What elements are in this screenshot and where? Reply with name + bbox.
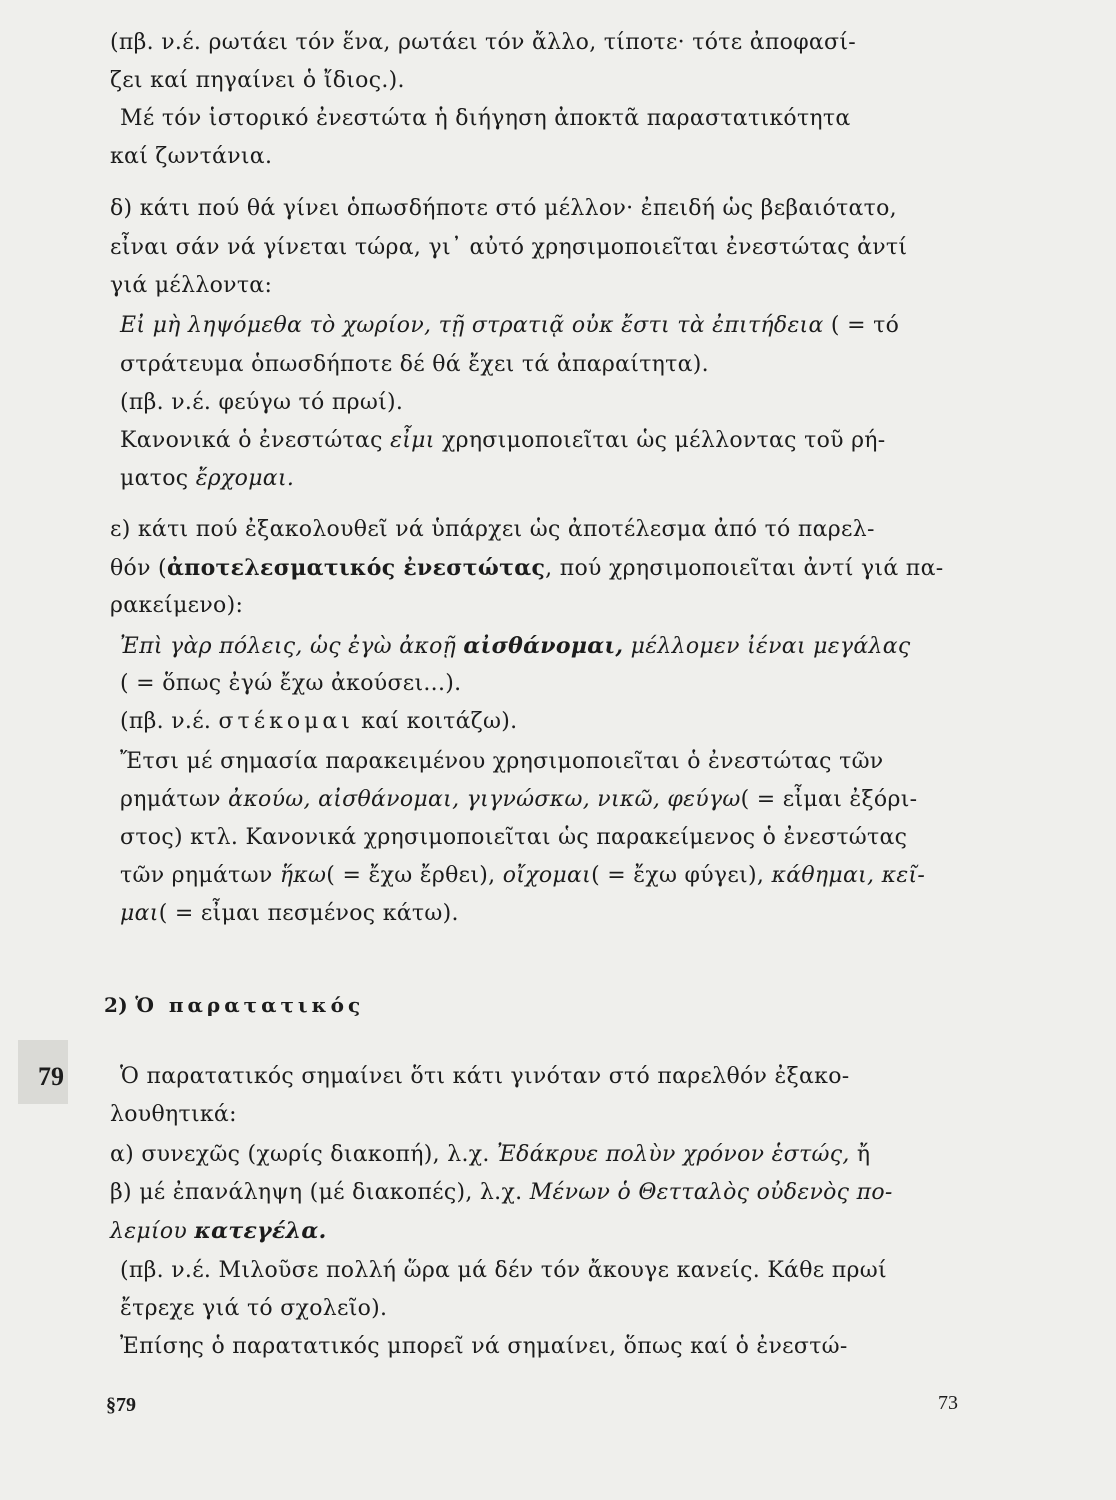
text-fragment: ρημάτων: [120, 787, 229, 812]
text-line: ε) κάτι πού ἐξακολουθεῖ νά ὑπάρχει ὡς ἀποτέλεσμα ἀπό τό παρελ-: [110, 517, 875, 542]
text-fragment: ( = ἔχω ἔρθει),: [326, 863, 503, 888]
text-line: [120, 464, 294, 494]
text-line: Μέ τόν ἱστορικό ἐνεστώτα ἡ διήγηση ἀποκτᾶ παραστατικότητα: [120, 106, 851, 131]
greek-quote: Ἐδάκρυε πολὺν χρόνον ἑστώς,: [497, 1142, 850, 1167]
text-line: [120, 311, 899, 341]
text-fragment: β) μέ ἐπανάληψη (μέ διακοπές), λ.χ.: [110, 1180, 530, 1205]
text-fragment: Κανονικά ὁ ἐνεστώτας: [120, 428, 391, 453]
text-line: λουθητικά:: [110, 1102, 237, 1127]
text-line: (πβ. ν.έ. φεύγω τό πρωί).: [120, 390, 404, 415]
text-fragment: ( = εἶμαι ἐξόρι-: [740, 787, 918, 812]
greek-quote: Ἐπὶ γὰρ πόλεις, ὡς ἐγὼ ἀκοῇ: [120, 634, 464, 659]
greek-word-bold: αἰσθάνομαι,: [463, 633, 624, 659]
text-fragment: ( = τό: [823, 313, 900, 338]
text-line: ( = ὅπως ἐγώ ἔχω ἀκούσει...).: [120, 671, 462, 696]
text-fragment: , πού χρησιμοποιεῖται ἀντί γιά πα-: [545, 556, 944, 581]
text-line: στος) κτλ. Κανονικά χρησιμοποιεῖται ὡς παρακείμενος ὁ ἐνεστώτας: [120, 825, 908, 850]
text-line: γιά μέλλοντα:: [110, 273, 273, 298]
text-line: Ὁ παρατατικός σημαίνει ὅτι κάτι γινόταν στό παρελθόν ἐξακο-: [120, 1064, 850, 1089]
section-heading: [104, 990, 364, 1020]
heading-number: 2): [104, 993, 128, 1017]
text-line: ζει καί πηγαίνει ὁ ἴδιος.).: [110, 68, 405, 93]
text-fragment: χρησιμοποιεῖται ὡς μέλλοντας τοῦ ρή-: [434, 428, 886, 453]
text-line: (πβ. ν.έ. Μιλοῦσε πολλή ὥρα μά δέν τόν ἄκουγε κανείς. Κάθε πρωί: [120, 1258, 887, 1283]
spaced-word: στέκομαι: [218, 709, 354, 734]
text-line: [110, 1216, 327, 1247]
text-line: [120, 426, 886, 456]
greek-word: οἴχομαι: [502, 863, 592, 888]
text-line: Ἔτσι μέ σημασία παρακειμένου χρησιμοποιεῖται ὁ ἐνεστώτας τῶν: [120, 749, 884, 774]
text-line: δ) κάτι πού θά γίνει ὁπωσδήποτε στό μέλλον· ἐπειδή ὡς βεβαιότατο,: [110, 196, 897, 221]
text-fragment: α) συνεχῶς (χωρίς διακοπή), λ.χ.: [110, 1142, 497, 1167]
greek-word: μαι: [120, 901, 159, 926]
greek-word: ἥκω: [279, 863, 327, 888]
text-line: ρακείμενο):: [110, 593, 244, 618]
greek-words: ἀκούω, αἰσθάνομαι, γιγνώσκω, νικῶ, φεύγω: [228, 787, 741, 812]
greek-quote: Μένων ὁ Θετταλὸς οὐδενὸς πο-: [529, 1180, 893, 1205]
text-line: [110, 1178, 893, 1208]
text-line: [120, 861, 925, 891]
text-fragment: τῶν ρημάτων: [120, 863, 280, 888]
text-line: [110, 1140, 870, 1170]
text-line: ἔτρεχε γιά τό σχολεῖο).: [120, 1296, 388, 1321]
text-fragment: ματος: [120, 466, 196, 491]
text-line: καί ζωντάνια.: [110, 144, 273, 169]
page-number: 73: [938, 1392, 958, 1414]
text-fragment: θόν (: [110, 556, 167, 581]
greek-quote: μέλλομεν ἰέναι μεγάλας: [623, 634, 911, 659]
greek-quote: λεμίου: [110, 1219, 195, 1244]
text-fragment: ( = ἔχω φύγει),: [591, 863, 772, 888]
greek-words: κάθημαι, κεῖ-: [771, 863, 926, 888]
text-fragment: (πβ. ν.έ.: [120, 709, 219, 734]
margin-paragraph-number: 79: [38, 1062, 64, 1091]
term-bold: ἀποτελεσματικός ἐνεστώτας: [166, 555, 546, 581]
greek-word: ἔρχομαι.: [195, 466, 295, 491]
text-line: (πβ. ν.έ. ρωτάει τόν ἕνα, ρωτάει τόν ἄλλο, τίποτε· τότε ἀποφασί-: [110, 30, 857, 55]
text-line: [110, 553, 943, 584]
greek-quote: Εἰ μὴ ληψόμεθα τὸ χωρίον, τῇ στρατιᾷ οὐκ ἔστι τὰ ἐπιτήδεια: [120, 313, 824, 338]
text-fragment: ( = εἶμαι πεσμένος κάτω).: [158, 901, 459, 926]
text-line: Ἐπίσης ὁ παρατατικός μπορεῖ νά σημαίνει, ὅπως καί ὁ ἐνεστώ-: [120, 1334, 848, 1359]
text-line: [120, 707, 517, 737]
text-fragment: ἤ: [849, 1142, 871, 1167]
text-line: στράτευμα ὁπωσδήποτε δέ θά ἔχει τά ἀπαραίτητα).: [120, 352, 709, 377]
footer-section-ref: §79: [106, 1394, 136, 1416]
greek-word-bold: κατεγέλα.: [194, 1218, 327, 1244]
greek-word: εἶμι: [390, 428, 435, 453]
heading-title: Ὁ παρατατικός: [135, 993, 365, 1017]
text-line: [120, 631, 911, 662]
text-line: [120, 785, 917, 815]
text-line: [120, 899, 459, 929]
text-line: εἶναι σάν νά γίνεται τώρα, γι᾿ αὐτό χρησιμοποιεῖται ἐνεστώτας ἀντί: [110, 235, 908, 260]
text-fragment: καί κοιτάζω).: [353, 709, 518, 734]
